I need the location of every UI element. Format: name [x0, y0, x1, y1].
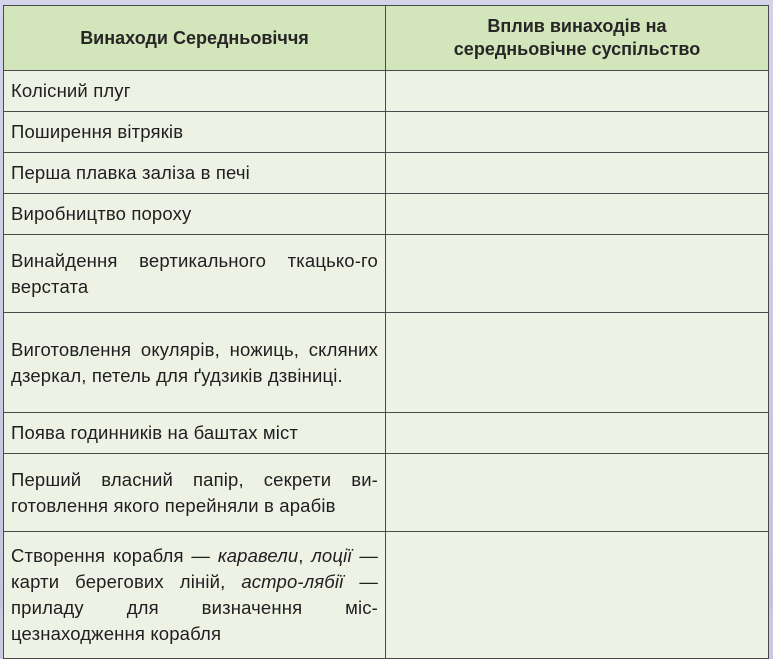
invention-text: Створення корабля — [11, 545, 218, 566]
invention-text: — приладу для визначення міс-цезнаходження корабля [11, 571, 378, 644]
impact-cell[interactable] [386, 413, 769, 454]
table-row [4, 71, 769, 112]
invention-cell: Поява годинників на баштах міст [4, 413, 386, 454]
impact-cell[interactable] [386, 454, 769, 532]
invention-text: — карти берегових ліній, [11, 545, 378, 592]
table-row [4, 235, 769, 313]
invention-cell [4, 532, 386, 659]
impact-cell[interactable] [386, 313, 769, 413]
impact-cell[interactable] [386, 112, 769, 153]
table-row [4, 153, 769, 194]
invention-term-caravel: каравели [217, 545, 299, 566]
invention-cell: Виробництво пороху [4, 194, 386, 235]
table-row [4, 194, 769, 235]
impact-cell[interactable] [386, 194, 769, 235]
header-inventions: Винаходи Середньовіччя [4, 6, 386, 71]
invention-cell: Перша плавка заліза в печі [4, 153, 386, 194]
invention-term-astrolabe: астро-лябії [241, 571, 344, 592]
impact-cell[interactable] [386, 235, 769, 313]
table-row [4, 454, 769, 532]
invention-cell: Поширення вітряків [4, 112, 386, 153]
invention-cell: Перший власний папір, секрети ви-готовлення якого перейняли в арабів [4, 454, 386, 532]
table-row [4, 413, 769, 454]
header-impact-text: Вплив винаходів на середньовічне суспільство [453, 16, 701, 59]
table-row [4, 313, 769, 413]
impact-cell[interactable] [386, 532, 769, 659]
invention-cell: Виготовлення окулярів, ножиць, скляних дзеркал, петель для ґудзиків дзвіниці. [4, 313, 386, 413]
header-impact [386, 6, 769, 71]
table-row [4, 112, 769, 153]
invention-text: , [298, 545, 312, 566]
inventions-table [3, 5, 769, 659]
invention-cell: Колісний плуг [4, 71, 386, 112]
table-body [4, 71, 769, 659]
impact-cell[interactable] [386, 153, 769, 194]
invention-cell: Винайдення вертикального ткацько-го верстата [4, 235, 386, 313]
invention-term-pilot-chart: лоції [311, 545, 352, 566]
header-row [4, 6, 769, 71]
table-row [4, 532, 769, 659]
table-header [4, 6, 769, 71]
impact-cell[interactable] [386, 71, 769, 112]
